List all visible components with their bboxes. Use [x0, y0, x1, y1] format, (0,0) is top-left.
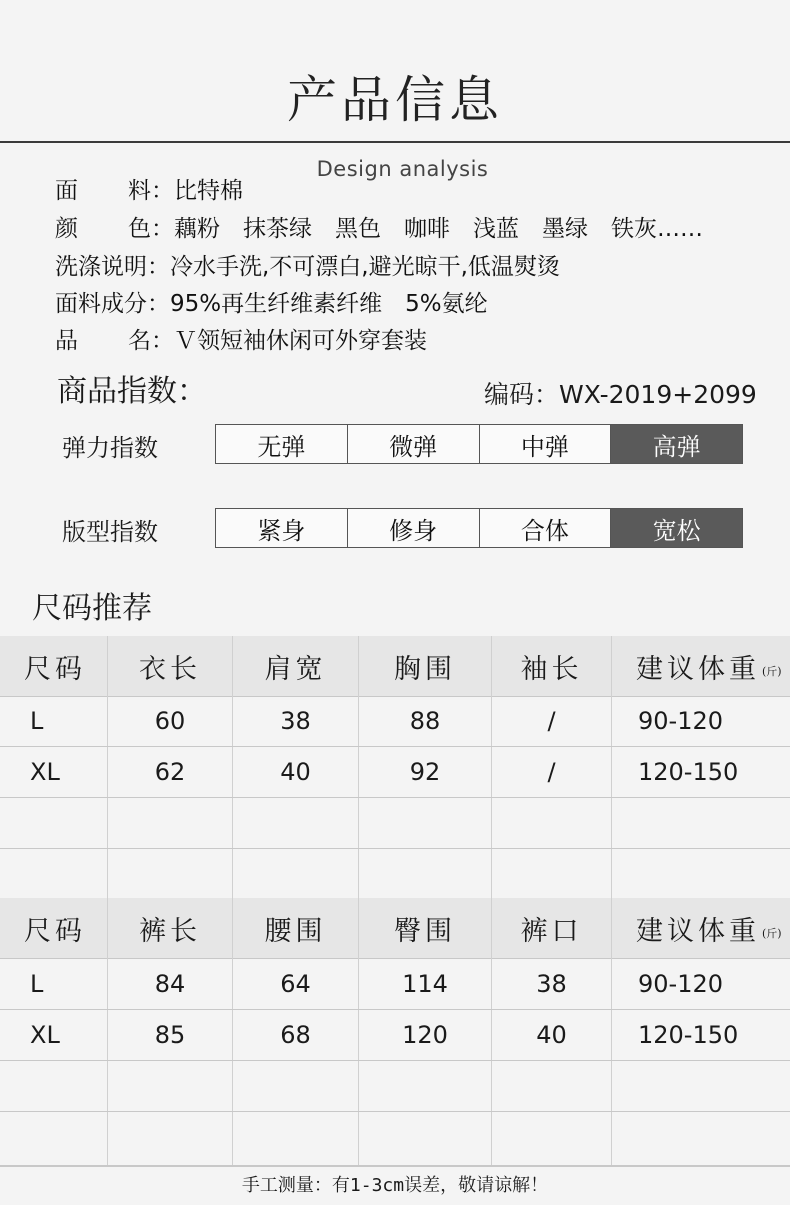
header-cell: 腰围	[233, 898, 359, 958]
product-code: 编码：WX-2019+2099	[484, 380, 757, 409]
table-cell: 90-120	[638, 969, 724, 998]
table-cell: 84	[108, 958, 233, 1009]
table-row-empty	[0, 798, 790, 849]
size-section-title: 尺码推荐	[32, 591, 152, 626]
table-cell: 120	[359, 1010, 492, 1060]
info-key-composition: 面料成分	[55, 291, 147, 317]
table-cell	[233, 798, 359, 848]
table-cell	[233, 849, 359, 899]
table-cell: XL	[0, 1010, 108, 1060]
header-weight-unit: (斤)	[762, 927, 782, 940]
fit-label: 版型指数	[62, 518, 158, 546]
table-cell	[359, 849, 492, 899]
table-cell	[0, 798, 108, 848]
table-cell	[359, 1061, 492, 1111]
info-color	[55, 214, 703, 244]
page-title: 产品信息	[287, 71, 503, 129]
elasticity-option: 中弹	[480, 425, 612, 463]
info-value-color: ：藕粉 抹茶绿 黑色 咖啡 浅蓝 墨绿 铁灰……	[151, 216, 703, 242]
table-row	[0, 1010, 790, 1061]
table-row	[0, 696, 790, 747]
table-cell	[108, 1061, 233, 1111]
info-value-product-name: ：Ｖ领短袖休闲可外穿套装	[151, 328, 427, 354]
table-cell: 88	[359, 696, 492, 746]
table-cell	[492, 798, 612, 848]
table-row-empty	[0, 849, 790, 900]
table-cell	[359, 1112, 492, 1165]
table-cell	[233, 1112, 359, 1165]
table-cell	[492, 1061, 612, 1111]
table-cell: 85	[108, 1010, 233, 1060]
header-cell: 尺码	[0, 898, 108, 958]
measurement-note: 手工测量：有1-3cm误差，敬请谅解！	[0, 1166, 790, 1201]
table-cell	[0, 1112, 108, 1165]
info-key-color: 颜 色	[55, 216, 151, 242]
header-cell: 裤长	[108, 898, 233, 958]
elasticity-option: 无弹	[216, 425, 348, 463]
table-cell	[612, 849, 790, 899]
header-cell: 尺码	[0, 636, 108, 696]
table-row	[0, 958, 790, 1010]
table-cell: 92	[359, 747, 492, 797]
table-cell: L	[0, 696, 108, 746]
table-cell	[612, 798, 790, 848]
info-value-washing: ：冷水手洗,不可漂白,避光晾干,低温熨烫	[147, 254, 560, 280]
table-cell: 114	[359, 958, 492, 1009]
table-cell: 68	[233, 1010, 359, 1060]
fit-option: 紧身	[216, 509, 348, 547]
table-cell	[108, 798, 233, 848]
table-cell: 62	[108, 747, 233, 797]
table-cell: L	[0, 958, 108, 1009]
info-washing	[55, 252, 560, 282]
fit-option-selected: 宽松	[611, 509, 742, 547]
table-header-row	[0, 636, 790, 697]
info-fabric	[55, 176, 243, 206]
table-header-row	[0, 898, 790, 959]
table-cell	[0, 849, 108, 899]
header-cell-weight	[612, 898, 790, 958]
info-product-name	[55, 326, 427, 356]
table-cell: 40	[233, 747, 359, 797]
header-cell: 臀围	[359, 898, 492, 958]
table-cell: 120-150	[638, 758, 739, 786]
info-key-product-name: 品 名	[55, 328, 151, 354]
table-row-empty	[0, 1061, 790, 1112]
table-cell: 60	[108, 696, 233, 746]
header-weight-label: 建议体重	[636, 653, 760, 685]
table-cell	[612, 1112, 790, 1165]
table-cell: 40	[492, 1010, 612, 1060]
table-cell	[492, 1112, 612, 1165]
header-cell: 衣长	[108, 636, 233, 696]
table-row-empty	[0, 1112, 790, 1166]
table-cell: 38	[233, 696, 359, 746]
info-composition	[55, 289, 488, 319]
info-value-fabric: ：比特棉	[151, 178, 243, 204]
page-subtitle: Design analysis	[316, 157, 489, 181]
title-divider	[0, 141, 790, 143]
header-cell: 裤口	[492, 898, 612, 958]
header-weight-unit: (斤)	[762, 665, 782, 678]
table-cell	[108, 849, 233, 899]
table-cell	[612, 1061, 790, 1111]
table-cell: 120-150	[638, 1021, 739, 1049]
elasticity-label: 弹力指数	[62, 434, 158, 462]
info-key-washing: 洗涤说明	[55, 254, 147, 280]
elasticity-scale	[215, 424, 743, 464]
table-cell	[0, 1061, 108, 1111]
header-weight-label: 建议体重	[636, 915, 760, 947]
elasticity-option: 微弹	[348, 425, 480, 463]
table-cell	[492, 849, 612, 899]
table-cell: XL	[0, 747, 108, 797]
info-key-fabric: 面 料	[55, 178, 151, 204]
table-cell: 64	[233, 958, 359, 1009]
table-cell	[108, 1112, 233, 1165]
elasticity-option-selected: 高弹	[611, 425, 742, 463]
header-cell: 肩宽	[233, 636, 359, 696]
header-cell: 胸围	[359, 636, 492, 696]
table-cell: 38	[492, 958, 612, 1009]
fit-option: 修身	[348, 509, 480, 547]
index-title: 商品指数：	[57, 374, 207, 409]
fit-option: 合体	[480, 509, 612, 547]
table-row	[0, 747, 790, 798]
table-cell: /	[492, 747, 612, 797]
info-value-composition: ：95%再生纤维素纤维 5%氨纶	[147, 291, 488, 317]
header-cell-weight	[612, 636, 790, 696]
table-cell	[233, 1061, 359, 1111]
header-cell: 袖长	[492, 636, 612, 696]
table-cell: /	[492, 696, 612, 746]
fit-scale	[215, 508, 743, 548]
table-cell: 90-120	[638, 707, 724, 735]
table-cell	[359, 798, 492, 848]
